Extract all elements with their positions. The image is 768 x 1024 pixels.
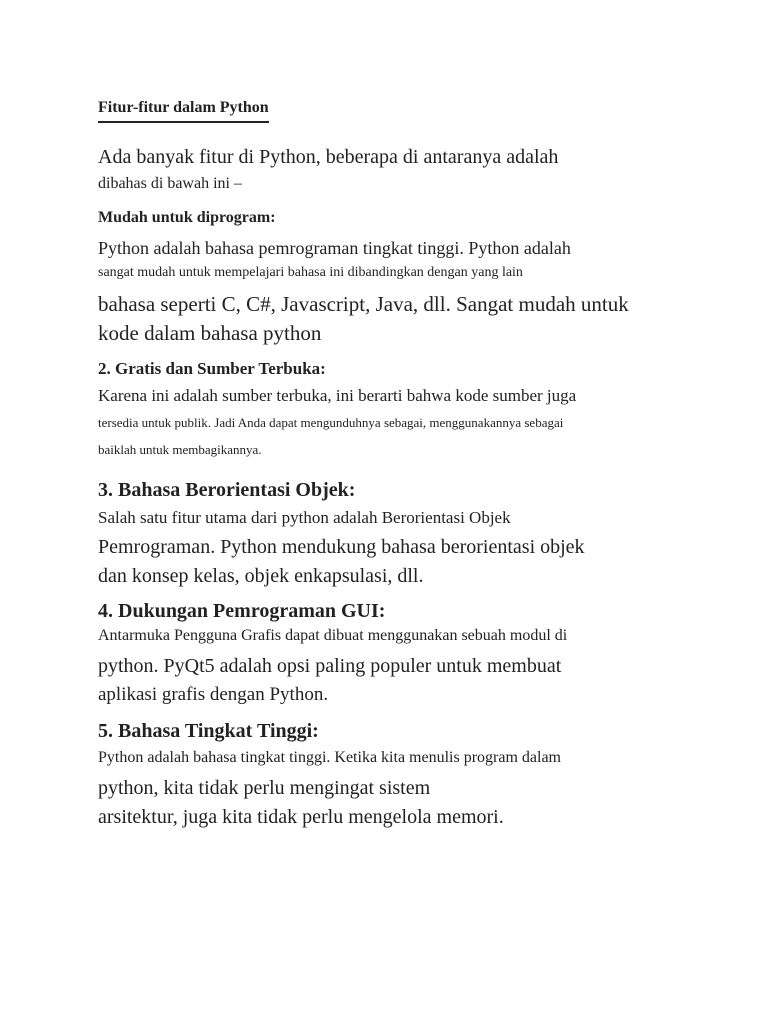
section-2-line-1: Karena ini adalah sumber terbuka, ini berarti bahwa kode sumber juga [98,386,577,405]
section-5-line-3: arsitektur, juga kita tidak perlu mengelola memori. [98,806,504,828]
section-1-line-3: bahasa seperti C, C#, Javascript, Java, dll. Sangat mudah untuk [98,292,629,316]
section-4-line-1: Antarmuka Pengguna Grafis dapat dibuat menggunakan sebuah modul di [98,627,568,644]
section-5-heading: 5. Bahasa Tingkat Tinggi: [98,720,319,742]
section-3-line-1: Salah satu fitur utama dari python adalah Berorientasi Objek [98,508,511,527]
section-1-heading: Mudah untuk diprogram: [98,209,276,226]
section-5-line-1: Python adalah bahasa tingkat tinggi. Ketika kita menulis program dalam [98,749,561,766]
section-3-line-2: Pemrograman. Python mendukung bahasa berorientasi objek [98,536,585,558]
section-3-line-3: dan konsep kelas, objek enkapsulasi, dll. [98,565,424,587]
section-1-line-2: sangat mudah untuk mempelajari bahasa ini dibandingkan dengan yang lain [98,265,523,280]
section-3-heading: 3. Bahasa Berorientasi Objek: [98,479,356,501]
section-1-line-4: kode dalam bahasa python [98,321,322,345]
section-4-heading: 4. Dukungan Pemrograman GUI: [98,600,386,622]
document-title: Fitur-fitur dalam Python [98,100,269,123]
section-4-line-2: python. PyQt5 adalah opsi paling populer untuk membuat [98,655,562,677]
intro-line-2: dibahas di bawah ini – [98,175,242,192]
section-1-line-1: Python adalah bahasa pemrograman tingkat tinggi. Python adalah [98,238,571,258]
section-2-line-2: tersedia untuk publik. Jadi Anda dapat mengunduhnya sebagai, menggunakannya sebagai [98,415,564,430]
section-2-line-3: baiklah untuk membagikannya. [98,442,262,457]
section-5-line-2: python, kita tidak perlu mengingat sistem [98,777,431,799]
section-2-heading: 2. Gratis dan Sumber Terbuka: [98,359,326,378]
section-4-line-3: aplikasi grafis dengan Python. [98,684,329,705]
intro-line-1: Ada banyak fitur di Python, beberapa di antaranya adalah [98,146,559,168]
